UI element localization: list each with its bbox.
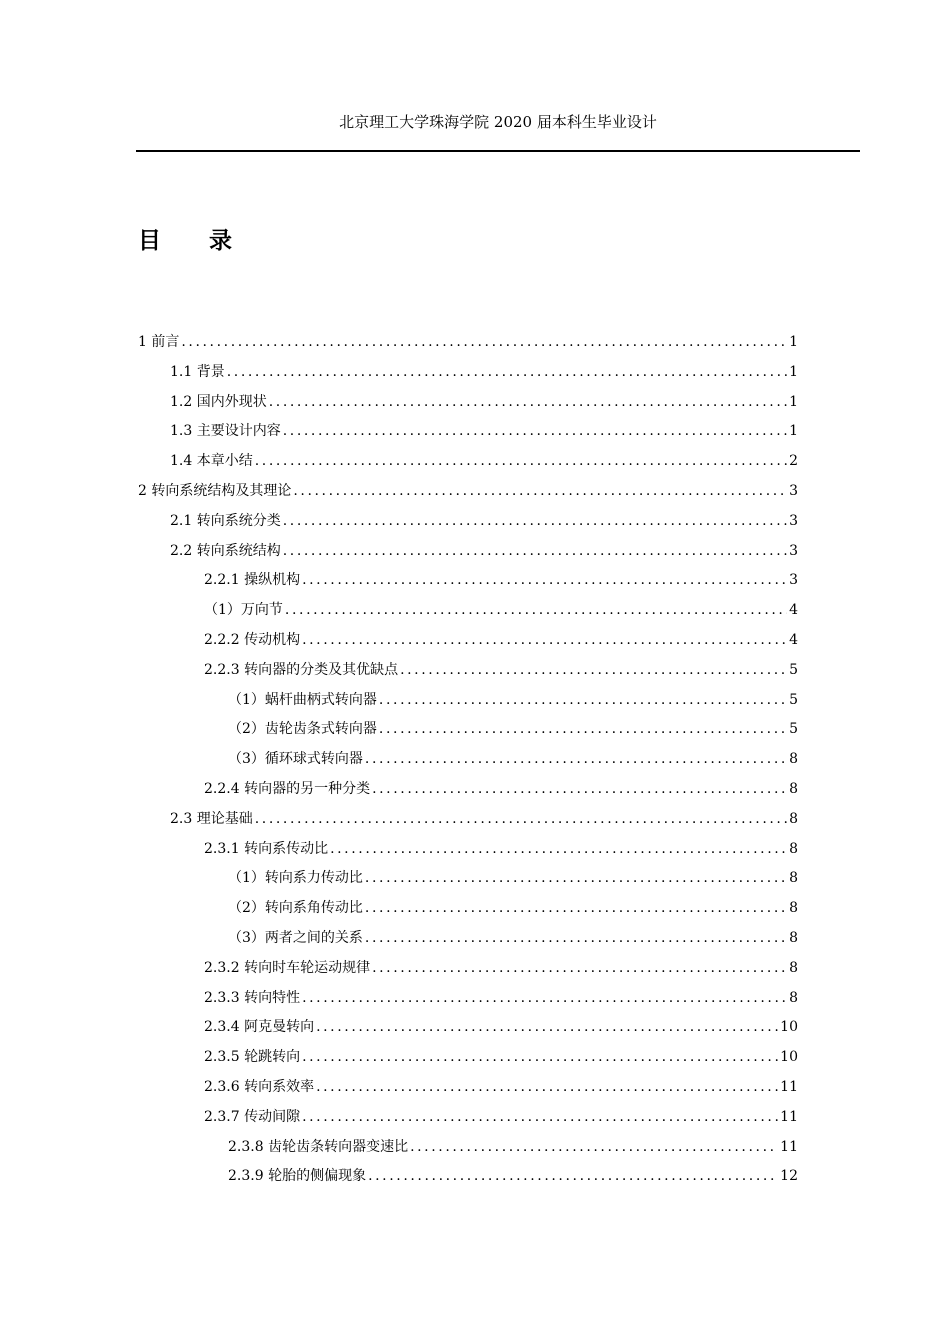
toc-entry[interactable] (228, 1135, 798, 1159)
toc-entry-page-number: 10 (780, 1049, 798, 1065)
toc-dot-leader (283, 419, 787, 443)
toc-entry-label: 2.3.7 传动间隙 (204, 1109, 301, 1125)
toc-entry[interactable] (204, 598, 798, 622)
toc-entry-label: 2.2.2 传动机构 (204, 632, 301, 648)
toc-entry-page-number: 1 (789, 394, 798, 410)
toc-entry-label: 2.2.3 转向器的分类及其优缺点 (204, 662, 399, 678)
toc-entry-label: （1）转向系力传动比 (228, 870, 363, 886)
toc-entry-page-number: 11 (780, 1079, 798, 1095)
toc-entry[interactable] (204, 568, 798, 592)
toc-entry-page-number: 3 (789, 513, 798, 529)
toc-entry-page-number: 11 (780, 1139, 798, 1155)
toc-dot-leader (372, 777, 787, 801)
toc-entry-label: 2.3.4 阿克曼转向 (204, 1019, 315, 1035)
toc-dot-leader (372, 956, 787, 980)
toc-dot-leader (365, 747, 787, 771)
toc-entry-page-number: 8 (789, 900, 798, 916)
toc-entry[interactable] (204, 777, 798, 801)
toc-entry-label: 2 转向系统结构及其理论 (138, 483, 292, 499)
toc-entry-page-number: 12 (780, 1168, 798, 1184)
toc-entry[interactable] (204, 956, 798, 980)
toc-dot-leader (368, 1164, 778, 1188)
toc-entry-label: （2）转向系角传动比 (228, 900, 363, 916)
toc-entry[interactable] (204, 1105, 798, 1129)
toc-dot-leader (330, 837, 787, 861)
toc-dot-leader (400, 658, 787, 682)
toc-entry-page-number: 8 (789, 990, 798, 1006)
toc-entry-label: 2.3.9 轮胎的侧偏现象 (228, 1168, 367, 1184)
toc-entry-page-number: 5 (789, 692, 798, 708)
toc-dot-leader (302, 628, 787, 652)
toc-entry-page-number: 3 (789, 543, 798, 559)
toc-entry-label: （2）齿轮齿条式转向器 (228, 721, 377, 737)
toc-entry[interactable] (204, 986, 798, 1010)
toc-dot-leader (302, 1045, 778, 1069)
toc-entry[interactable] (170, 390, 798, 414)
toc-dot-leader (316, 1075, 778, 1099)
toc-entry-page-number: 1 (789, 364, 798, 380)
toc-entry[interactable] (170, 419, 798, 443)
toc-entry[interactable] (138, 330, 798, 354)
toc-entry[interactable] (170, 539, 798, 563)
toc-entry[interactable] (170, 807, 798, 831)
toc-entry[interactable] (204, 1015, 798, 1039)
toc-dot-leader (283, 539, 787, 563)
toc-entry[interactable] (228, 747, 798, 771)
toc-entry-label: 1.1 背景 (170, 364, 225, 380)
toc-entry-label: （3）循环球式转向器 (228, 751, 363, 767)
toc-entry-label: 2.3.8 齿轮齿条转向器变速比 (228, 1139, 409, 1155)
toc-entry[interactable] (228, 717, 798, 741)
toc-entry-label: 2.3.2 转向时车轮运动规律 (204, 960, 371, 976)
toc-entry-page-number: 2 (789, 453, 798, 469)
toc-entry[interactable] (228, 1164, 798, 1188)
toc-dot-leader (410, 1135, 778, 1159)
toc-dot-leader (293, 479, 787, 503)
toc-entry-page-number: 8 (789, 930, 798, 946)
toc-dot-leader (365, 926, 787, 950)
toc-entry-label: 2.1 转向系统分类 (170, 513, 281, 529)
toc-entry-label: 1.2 国内外现状 (170, 394, 267, 410)
toc-entry[interactable] (228, 896, 798, 920)
toc-dot-leader (302, 986, 787, 1010)
toc-dot-leader (181, 330, 787, 354)
toc-dot-leader (227, 360, 787, 384)
toc-entry-page-number: 5 (789, 721, 798, 737)
toc-entry-page-number: 5 (789, 662, 798, 678)
toc-entry-page-number: 11 (780, 1109, 798, 1125)
toc-entry-page-number: 3 (789, 572, 798, 588)
toc-entry-page-number: 8 (789, 811, 798, 827)
toc-entry[interactable] (228, 926, 798, 950)
toc-entry[interactable] (204, 628, 798, 652)
toc-dot-leader (269, 390, 787, 414)
toc-entry[interactable] (138, 479, 798, 503)
toc-entry-page-number: 4 (789, 602, 798, 618)
toc-entry-label: 2.3.5 轮跳转向 (204, 1049, 301, 1065)
toc-entry-label: 1.4 本章小结 (170, 453, 253, 469)
toc-entry-label: 2.3.3 转向特性 (204, 990, 301, 1006)
toc-entry[interactable] (204, 837, 798, 861)
toc-entry[interactable] (204, 1075, 798, 1099)
toc-entry-label: 1.3 主要设计内容 (170, 423, 281, 439)
toc-entry-label: （1）万向节 (204, 602, 283, 618)
toc-entry-label: 1 前言 (138, 334, 180, 350)
toc-entry-page-number: 4 (789, 632, 798, 648)
toc-entry-page-number: 8 (789, 781, 798, 797)
toc-entry[interactable] (170, 449, 798, 473)
toc-entry-page-number: 8 (789, 960, 798, 976)
toc-entry-page-number: 1 (789, 334, 798, 350)
page-header: 北京理工大学珠海学院 2020 届本科生毕业设计 (339, 113, 657, 131)
toc-dot-leader (379, 688, 787, 712)
toc-entry[interactable] (170, 360, 798, 384)
toc-entry[interactable] (228, 866, 798, 890)
toc-entry[interactable] (228, 688, 798, 712)
toc-entry-label: 2.3.6 转向系效率 (204, 1079, 315, 1095)
toc-entry[interactable] (204, 658, 798, 682)
toc-entry-label: 2.2 转向系统结构 (170, 543, 281, 559)
toc-dot-leader (255, 807, 787, 831)
toc-dot-leader (302, 1105, 778, 1129)
toc-entry-label: 2.3.1 转向系传动比 (204, 841, 329, 857)
toc-entry-page-number: 3 (789, 483, 798, 499)
toc-entry-page-number: 8 (789, 841, 798, 857)
toc-dot-leader (379, 717, 787, 741)
toc-entry-page-number: 1 (789, 423, 798, 439)
toc-entry-page-number: 8 (789, 751, 798, 767)
toc-entry-label: 2.3 理论基础 (170, 811, 253, 827)
toc-dot-leader (316, 1015, 778, 1039)
toc-dot-leader (365, 896, 787, 920)
toc-dot-leader (365, 866, 787, 890)
toc-dot-leader (255, 449, 787, 473)
toc-entry-label: 2.2.1 操纵机构 (204, 572, 301, 588)
header-rule (136, 150, 860, 152)
toc-entry[interactable] (204, 1045, 798, 1069)
toc-dot-leader (285, 598, 787, 622)
toc-entry-label: 2.2.4 转向器的另一种分类 (204, 781, 371, 797)
toc-entry-page-number: 8 (789, 870, 798, 886)
toc-entry[interactable] (170, 509, 798, 533)
toc-entry-label: （1）蜗杆曲柄式转向器 (228, 692, 377, 708)
toc-entry-page-number: 10 (780, 1019, 798, 1035)
toc-dot-leader (283, 509, 787, 533)
toc-title: 目 录 (138, 228, 253, 254)
toc-entry-label: （3）两者之间的关系 (228, 930, 363, 946)
toc-dot-leader (302, 568, 787, 592)
